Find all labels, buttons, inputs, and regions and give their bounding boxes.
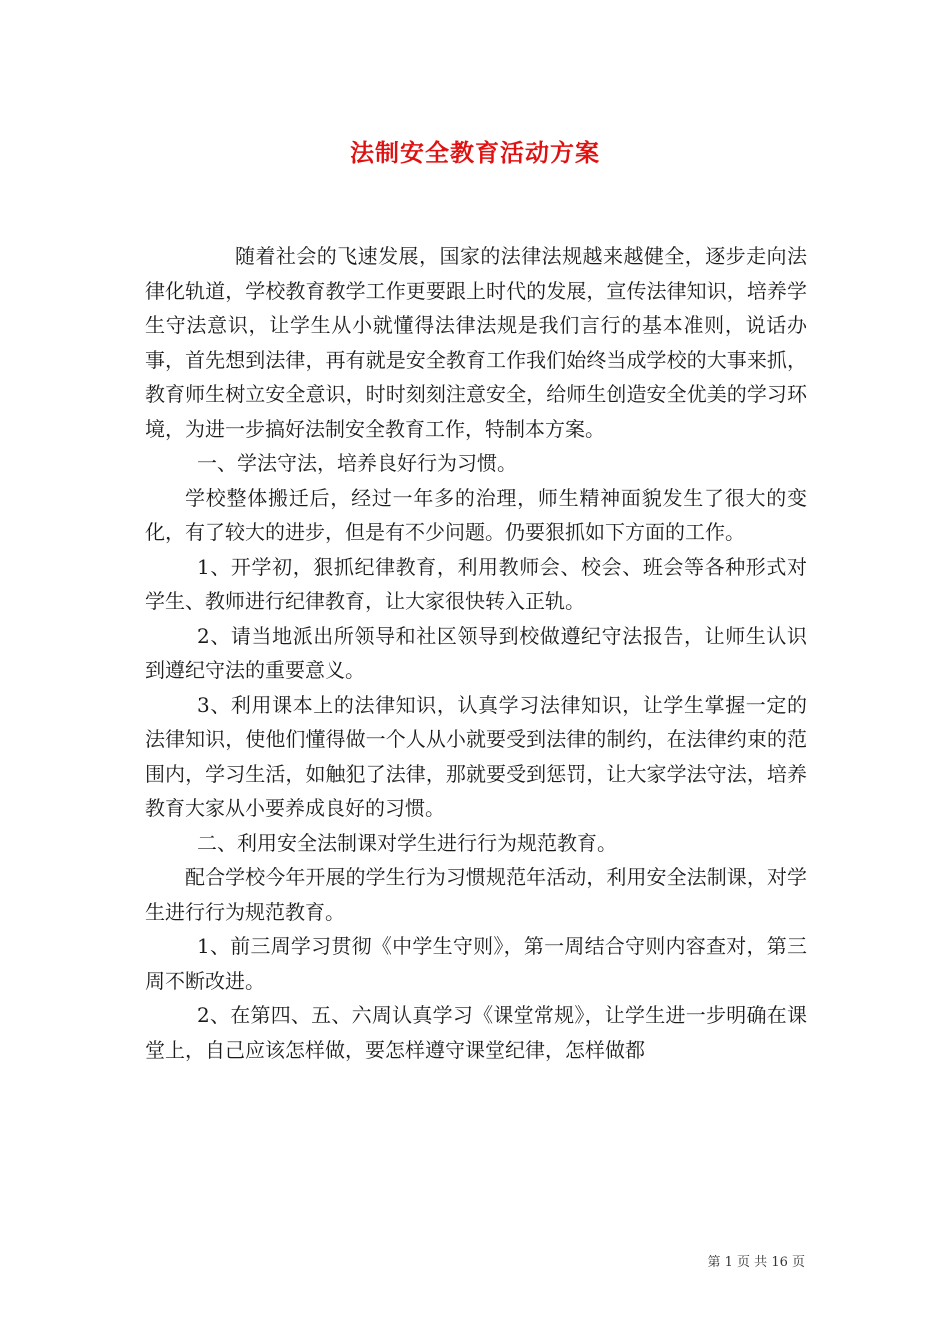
list-item: 3、利用课本上的法律知识，认真学习法律知识，让学生掌握一定的法律知识，使他们懂得做一个人从小就要受到法律的制约，在法律约束的范围内，学习生活，如触犯了法律，那就要受到惩罚，让大家学法守法，培养教育大家从小要养成良好的习惯。 bbox=[145, 692, 807, 820]
list-item: 1、前三周学习贯彻《中学生守则》，第一周结合守则内容查对，第三周不断改进。 bbox=[145, 934, 807, 993]
list-item: 1、开学初，狠抓纪律教育，利用教师会、校会、班会等各种形式对学生、教师进行纪律教育，让大家很快转入正轨。 bbox=[145, 554, 807, 613]
paragraph: 学校整体搬迁后，经过一年多的治理，师生精神面貌发生了很大的变化，有了较大的进步，但是有不少问题。仍要狠抓如下方面的工作。 bbox=[145, 485, 807, 544]
section-heading-2: 二、利用安全法制课对学生进行行为规范教育。 bbox=[197, 830, 617, 855]
section-heading-1: 一、学法守法，培养良好行为习惯。 bbox=[197, 451, 517, 475]
list-item: 2、请当地派出所领导和社区领导到校做遵纪守法报告，让师生认识到遵纪守法的重要意义。 bbox=[145, 623, 807, 682]
document-body bbox=[145, 239, 807, 1067]
document-title: 法制安全教育活动方案 bbox=[350, 138, 600, 167]
paragraph-intro: 随着社会的飞速发展，国家的法律法规越来越健全，逐步走向法律化轨道，学校教育教学工作更要跟上时代的发展，宣传法律知识，培养学生守法意识，让学生从小就懂得法律法规是我们言行的基本准则，说话办事，首先想到法律，再有就是安全教育工作我们始终当成学校的大事来抓，教育师生树立安全意识，时时刻刻注意安全，给师生创造安全优美的学习环境，为进一步搞好法制安全教育工作，特制本方案。 bbox=[145, 244, 807, 441]
list-item: 2、在第四、五、六周认真学习《课堂常规》，让学生进一步明确在课堂上，自己应该怎样做，要怎样遵守课堂纪律，怎样做都 bbox=[145, 1003, 807, 1062]
paragraph: 配合学校今年开展的学生行为习惯规范年活动，利用安全法制课，对学生进行行为规范教育。 bbox=[145, 865, 807, 924]
page-number-footer: 第 1 页 共 16 页 bbox=[707, 1255, 805, 1270]
